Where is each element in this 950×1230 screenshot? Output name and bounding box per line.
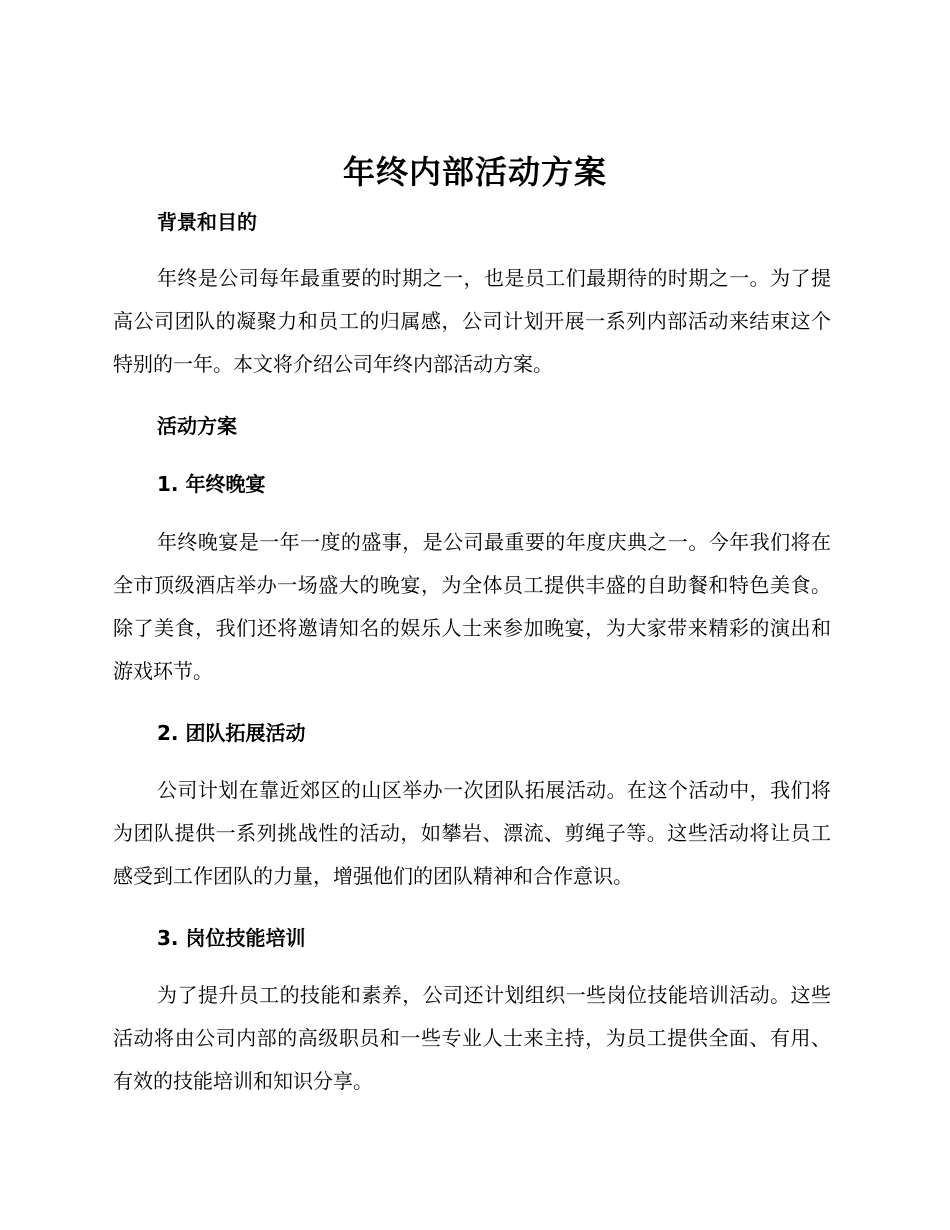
- section-heading-team-building: 2. 团队拓展活动: [157, 721, 306, 745]
- section-paragraph-year-end-banquet: 年终晚宴是一年一度的盛事，是公司最重要的年度庆典之一。今年我们将在全市顶级酒店举办一场盛大的晚宴，为全体员工提供丰盛的自助餐和特色美食。除了美食，我们还将邀请知名的娱乐人士来参加晚宴，为大家带来精彩的演出和游戏环节。: [113, 530, 831, 683]
- section-heading-background: 背景和目的: [157, 210, 257, 234]
- section-paragraph-background: 年终是公司每年最重要的时期之一，也是员工们最期待的时期之一。为了提高公司团队的凝聚力和员工的归属感，公司计划开展一系列内部活动来结束这个特别的一年。本文将介绍公司年终内部活动方案。: [113, 266, 831, 376]
- section-paragraph-team-building: 公司计划在靠近郊区的山区举办一次团队拓展活动。在这个活动中，我们将为团队提供一系列挑战性的活动，如攀岩、漂流、剪绳子等。这些活动将让员工感受到工作团队的力量，增强他们的团队精神和合作意识。: [113, 778, 831, 888]
- section-heading-plan: 活动方案: [157, 414, 237, 438]
- section-paragraph-skills-training: 为了提升员工的技能和素养，公司还计划组织一些岗位技能培训活动。这些活动将由公司内部的高级职员和一些专业人士来主持，为员工提供全面、有用、有效的技能培训和知识分享。: [113, 983, 831, 1093]
- section-heading-skills-training: 3. 岗位技能培训: [157, 926, 306, 950]
- section-heading-year-end-banquet: 1. 年终晚宴: [157, 472, 266, 496]
- document-title: 年终内部活动方案: [342, 153, 607, 191]
